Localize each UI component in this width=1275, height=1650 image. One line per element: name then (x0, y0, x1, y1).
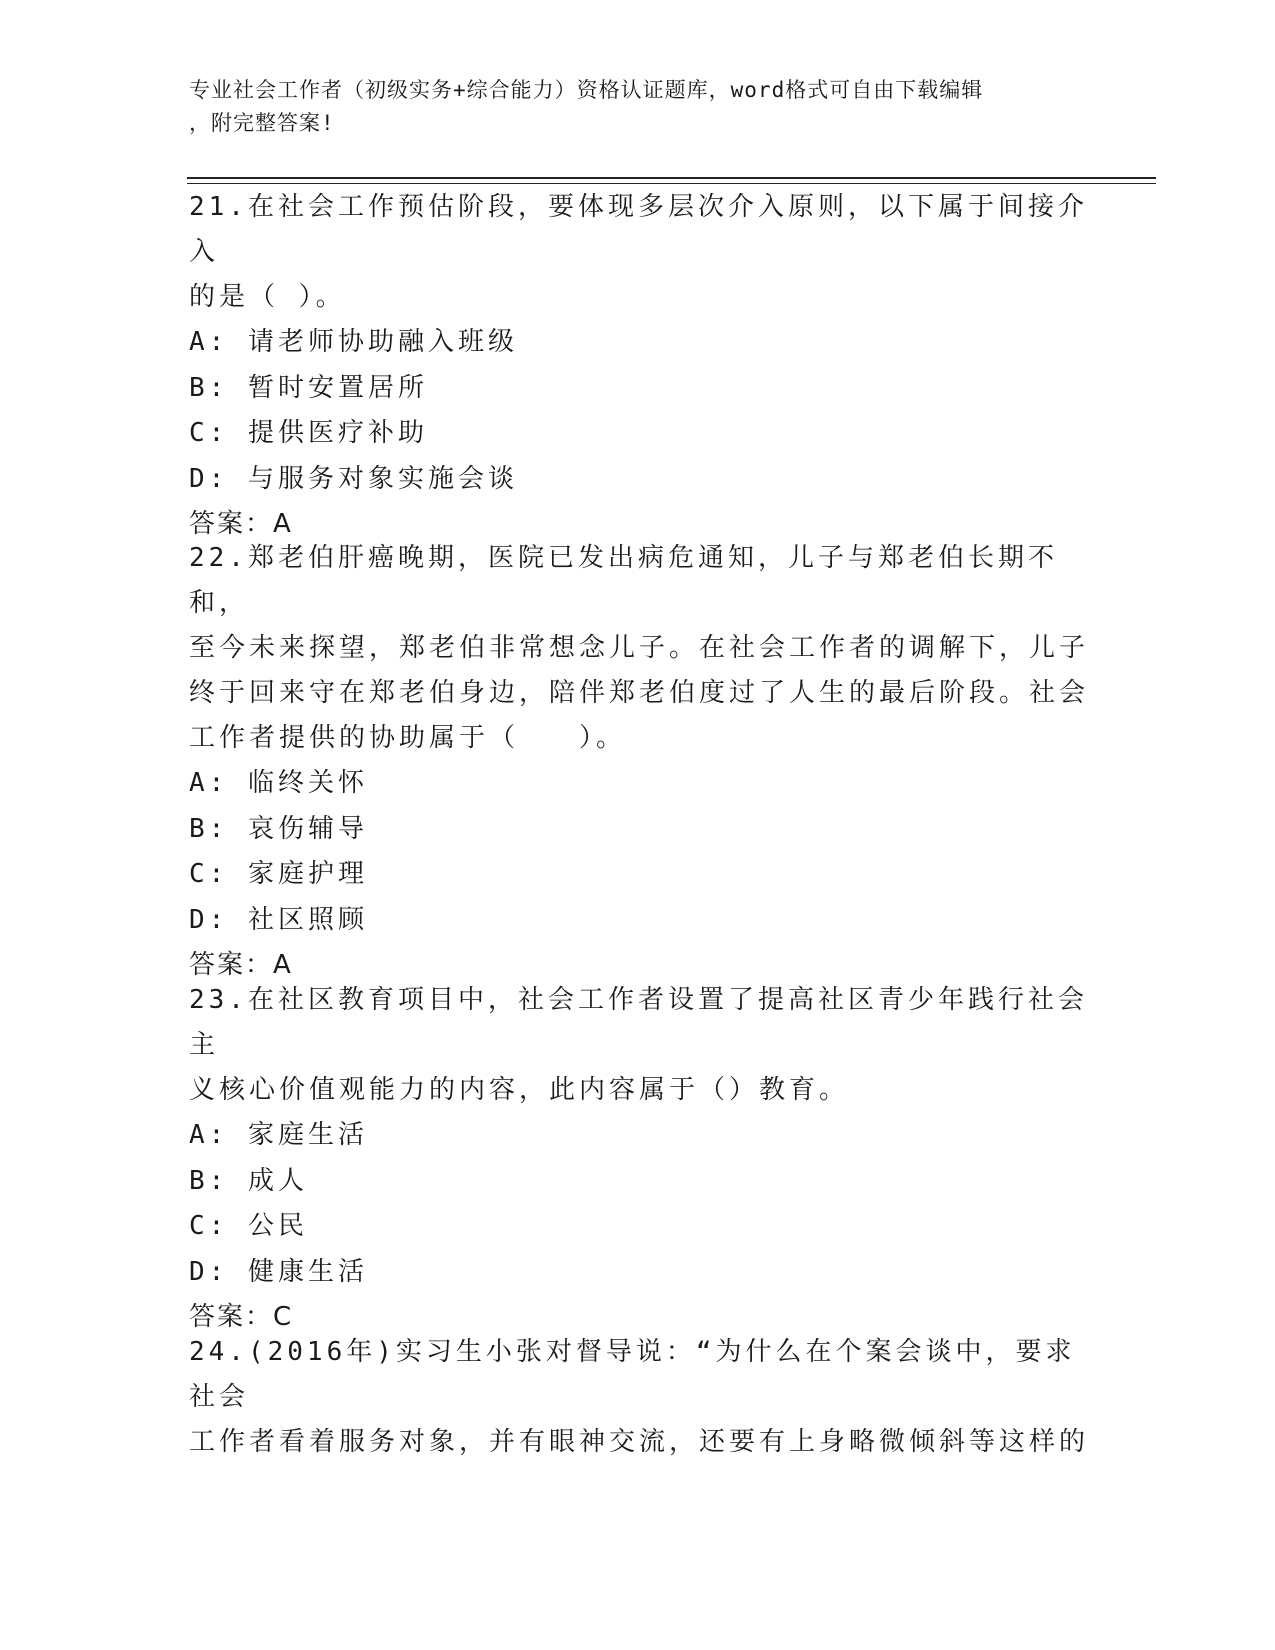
option-d: D: 社区照顾 (189, 904, 368, 935)
question-text-line: 至今未来探望，郑老伯非常想念儿子。在社会工作者的调解下，儿子 (189, 633, 1090, 663)
question-text-line: 义核心价值观能力的内容，此内容属于（）教育。 (189, 1075, 850, 1105)
question-text-line: 工作者看着服务对象，并有眼神交流，还要有上身略微倾斜等这样的 (189, 1427, 1090, 1457)
option-a: A: 请老师协助融入班级 (189, 327, 518, 357)
answer: 答案：C (189, 1302, 294, 1332)
option-b: B: 哀伤辅导 (189, 813, 368, 844)
answer: 答案：A (189, 950, 293, 980)
question-21 (189, 185, 1089, 547)
question-text-line: 21.在社会工作预估阶段，要体现多层次介入原则，以下属于间接介入 (189, 192, 1088, 267)
option-a: A: 临终关怀 (189, 768, 368, 798)
option-b: B: 暂时安置居所 (189, 372, 428, 403)
option-d: D: 与服务对象实施会谈 (189, 463, 518, 494)
question-text-line: 23.在社区教育项目中，社会工作者设置了提高社区青少年践行社会主 (189, 985, 1088, 1060)
document-header (189, 74, 1089, 140)
header-line-2: ，附完整答案! (189, 111, 335, 135)
header-divider-thick (187, 177, 1156, 179)
answer: 答案：A (189, 509, 293, 539)
option-a: A: 家庭生活 (189, 1120, 368, 1150)
option-c: C: 家庭护理 (189, 859, 368, 889)
option-c: C: 公民 (189, 1211, 308, 1241)
option-c: C: 提供医疗补助 (189, 418, 428, 448)
question-text-line: 22.郑老伯肝癌晚期，医院已发出病危通知，儿子与郑老伯长期不和， (189, 543, 1058, 618)
option-b: B: 成人 (189, 1165, 308, 1196)
question-text-line: 终于回来守在郑老伯身边，陪伴郑老伯度过了人生的最后阶段。社会 (189, 678, 1090, 708)
question-text-line: 工作者提供的协助属于（ ）。 (189, 723, 627, 753)
header-line-1: 专业社会工作者（初级实务+综合能力）资格认证题库，word格式可自由下载编辑 (189, 78, 984, 102)
question-text-line: 24.(2016年)实习生小张对督导说：“为什么在个案会谈中，要求社会 (189, 1337, 1076, 1412)
question-23 (189, 978, 1089, 1340)
question-22 (189, 536, 1089, 988)
option-d: D: 健康生活 (189, 1256, 368, 1287)
question-text-line: 的是（ ）。 (189, 282, 346, 312)
question-24 (189, 1330, 1089, 1465)
header-divider-thin (187, 183, 1156, 184)
